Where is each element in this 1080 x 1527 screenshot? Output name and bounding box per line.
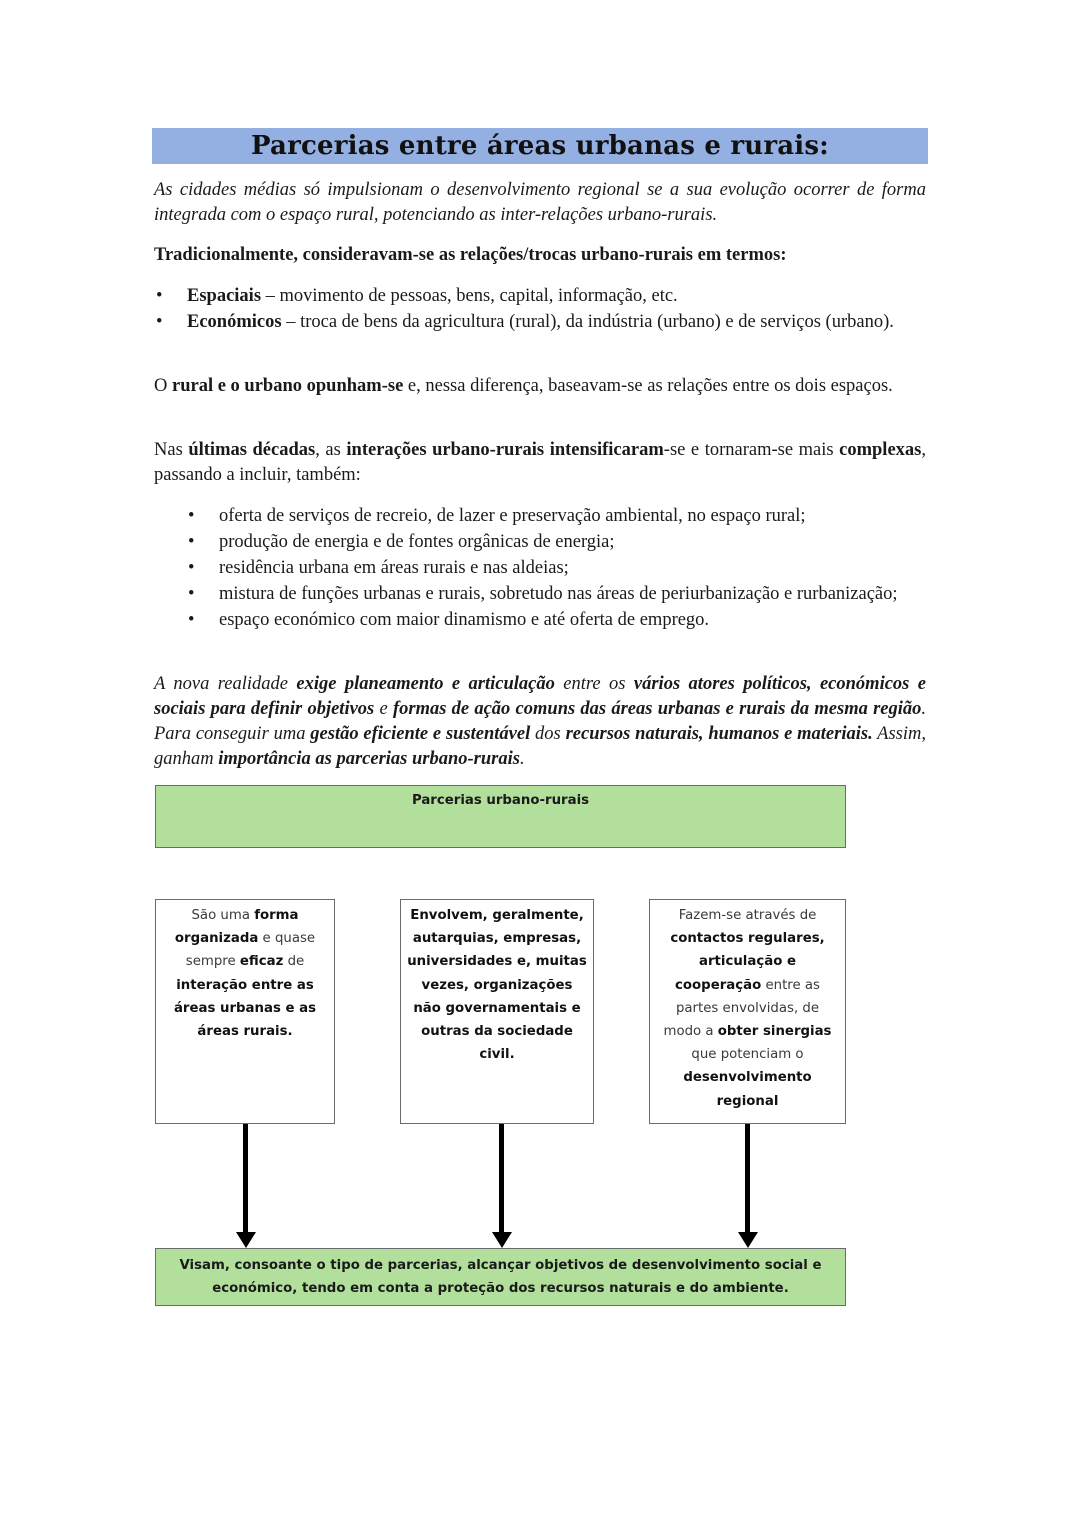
list-item: • espaço económico com maior dinamismo e até oferta de emprego.: [188, 610, 710, 630]
diagram-top-box: [155, 785, 846, 848]
list-item: • Económicos – troca de bens da agricultura (rural), da indústria (urbano) e de serviços (urbano).: [156, 312, 894, 332]
title-banner: [152, 128, 928, 164]
diagram-bottom-label: Visam, consoante o tipo de parcerias, alcançar objetivos de desenvolvimento social e económico, tendo em conta a proteção dos recursos naturais e do ambiente.: [179, 1258, 822, 1296]
traditional-heading: Tradicionalmente, consideravam-se as relações/trocas urbano-rurais em termos:: [154, 245, 787, 265]
diagram-bottom-box: [155, 1248, 846, 1306]
arrow-down-icon: [738, 1232, 758, 1248]
list-item: • oferta de serviços de recreio, de lazer e preservação ambiental, no espaço rural;: [188, 506, 806, 526]
arrow-down-icon: [492, 1232, 512, 1248]
list-item: • Espaciais – movimento de pessoas, bens, capital, informação, etc.: [156, 286, 678, 306]
arrow-3-shaft: [745, 1124, 750, 1234]
intro-paragraph: As cidades médias só impulsionam o desenvolvimento regional se a sua evolução ocorrer de forma integrada com o espaço rural, potenciando as inter-relações urbano-rurais.: [154, 180, 926, 225]
list-item: • mistura de funções urbanas e rurais, sobretudo nas áreas de periurbanização e rurbanização;: [188, 584, 898, 604]
diagram-box-definition: São uma forma organizada e quase sempre eficaz de interação entre as áreas urbanas e as áreas rurais.: [155, 899, 335, 1124]
arrow-down-icon: [236, 1232, 256, 1248]
list-item: • produção de energia e de fontes orgânicas de energia;: [188, 532, 615, 552]
recent-list: [188, 504, 926, 634]
diagram-box-process: Fazem-se através de contactos regulares, articulação e cooperação entre as partes envolvidas, de modo a obter sinergias que potenciam o desenvolvimento regional: [649, 899, 846, 1124]
list-item: • residência urbana em áreas rurais e nas aldeias;: [188, 558, 569, 578]
arrow-1-shaft: [243, 1124, 248, 1234]
recent-paragraph: Nas últimas décadas, as interações urbano-rurais intensificaram-se e tornaram-se mais complexas, passando a incluir, também:: [154, 440, 926, 485]
page-title: Parcerias entre áreas urbanas e rurais:: [251, 131, 829, 161]
reality-paragraph: A nova realidade exige planeamento e articulação entre os vários atores políticos, económicos e sociais para definir objetivos e formas de ação comuns das áreas urbanas e rurais da mesma região. Para conseguir uma gestão eficiente e sustentável dos recursos naturais, humanos e materiais. Assim, ganham importância as parcerias urbano-rurais.: [154, 674, 927, 769]
traditional-list: [156, 284, 926, 336]
opposition-paragraph: O rural e o urbano opunham-se e, nessa diferença, baseavam-se as relações entre os dois espaços.: [154, 376, 893, 396]
diagram-top-label: Parcerias urbano-rurais: [411, 793, 590, 808]
arrow-2-shaft: [499, 1124, 504, 1234]
diagram-box-actors: Envolvem, geralmente, autarquias, empresas, universidades e, muitas vezes, organizações não governamentais e outras da sociedade civil.: [400, 899, 594, 1124]
